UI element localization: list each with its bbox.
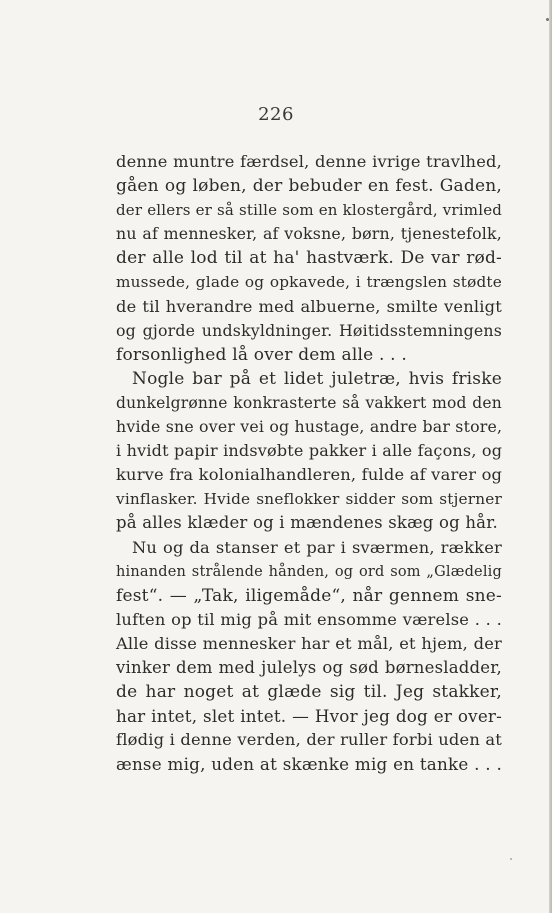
- text-line: der alle lod til at ha' hastværk. De var rød-: [116, 248, 502, 269]
- text-line: der ellers er så stille som en klostergård, vrimled: [116, 201, 503, 220]
- text-line: vinflasker. Hvide sneflokker sidder som stjerner: [116, 490, 502, 509]
- text-line: de har noget at glæde sig til. Jeg stakker,: [116, 682, 502, 703]
- text-line: hvide sne over vei og hustage, andre bar store,: [116, 417, 503, 437]
- text-line: Nu og da stanser et par i sværmen, rækker: [132, 537, 502, 557]
- text-line: og gjorde undskyldninger. Høitidsstemningens: [116, 320, 502, 340]
- text-line: flødig i denne verden, der ruller forbi uden at: [116, 730, 502, 750]
- text-line: gåen og løben, der bebuder en fest. Gaden,: [116, 176, 502, 197]
- body-text: [116, 150, 502, 776]
- text-line: nu af mennesker, af voksne, børn, tjenestefolk,: [116, 224, 502, 244]
- text-line: kurve fra kolonialhandleren, fulde af varer og: [116, 465, 503, 485]
- page-number: 226: [258, 104, 294, 125]
- text-line: hinanden strålende hånden, og ord som „Glædelig: [116, 563, 502, 580]
- text-line: på alles klæder og i mændenes skæg og hår.: [116, 513, 498, 533]
- text-line: forsonlighed lå over dem alle . . .: [116, 344, 407, 365]
- text-line: de til hverandre med albuerne, smilte venligt: [116, 296, 502, 316]
- ink-speck: [546, 18, 549, 21]
- text-line: luften op til mig på mit ensomme værelse . . .: [116, 609, 502, 629]
- text-line: har intet, slet intet. — Hvor jeg dog er over-: [116, 706, 502, 727]
- text-line: i hvidt papir indsvøbte pakker i alle façons, og: [116, 441, 503, 461]
- text-line: Nogle bar på et lidet juletræ, hvis friske: [132, 368, 502, 389]
- text-line: vinker dem med julelys og sød børnesladder,: [116, 657, 502, 677]
- text-line: denne muntre færdsel, denne ivrige travlhed,: [116, 152, 502, 171]
- text-line: dunkelgrønne konkrasterte så vakkert mod den: [116, 393, 502, 412]
- text-line: ænse mig, uden at skænke mig en tanke . . .: [116, 754, 502, 775]
- text-line: Alle disse mennesker har et mål, et hjem, der: [116, 633, 502, 653]
- text-line: fest“. — „Tak, iligemåde“, når gennem sne-: [116, 585, 502, 606]
- text-line: mussede, glade og opkavede, i trængslen stødte: [116, 273, 502, 292]
- ink-speck: [510, 858, 512, 860]
